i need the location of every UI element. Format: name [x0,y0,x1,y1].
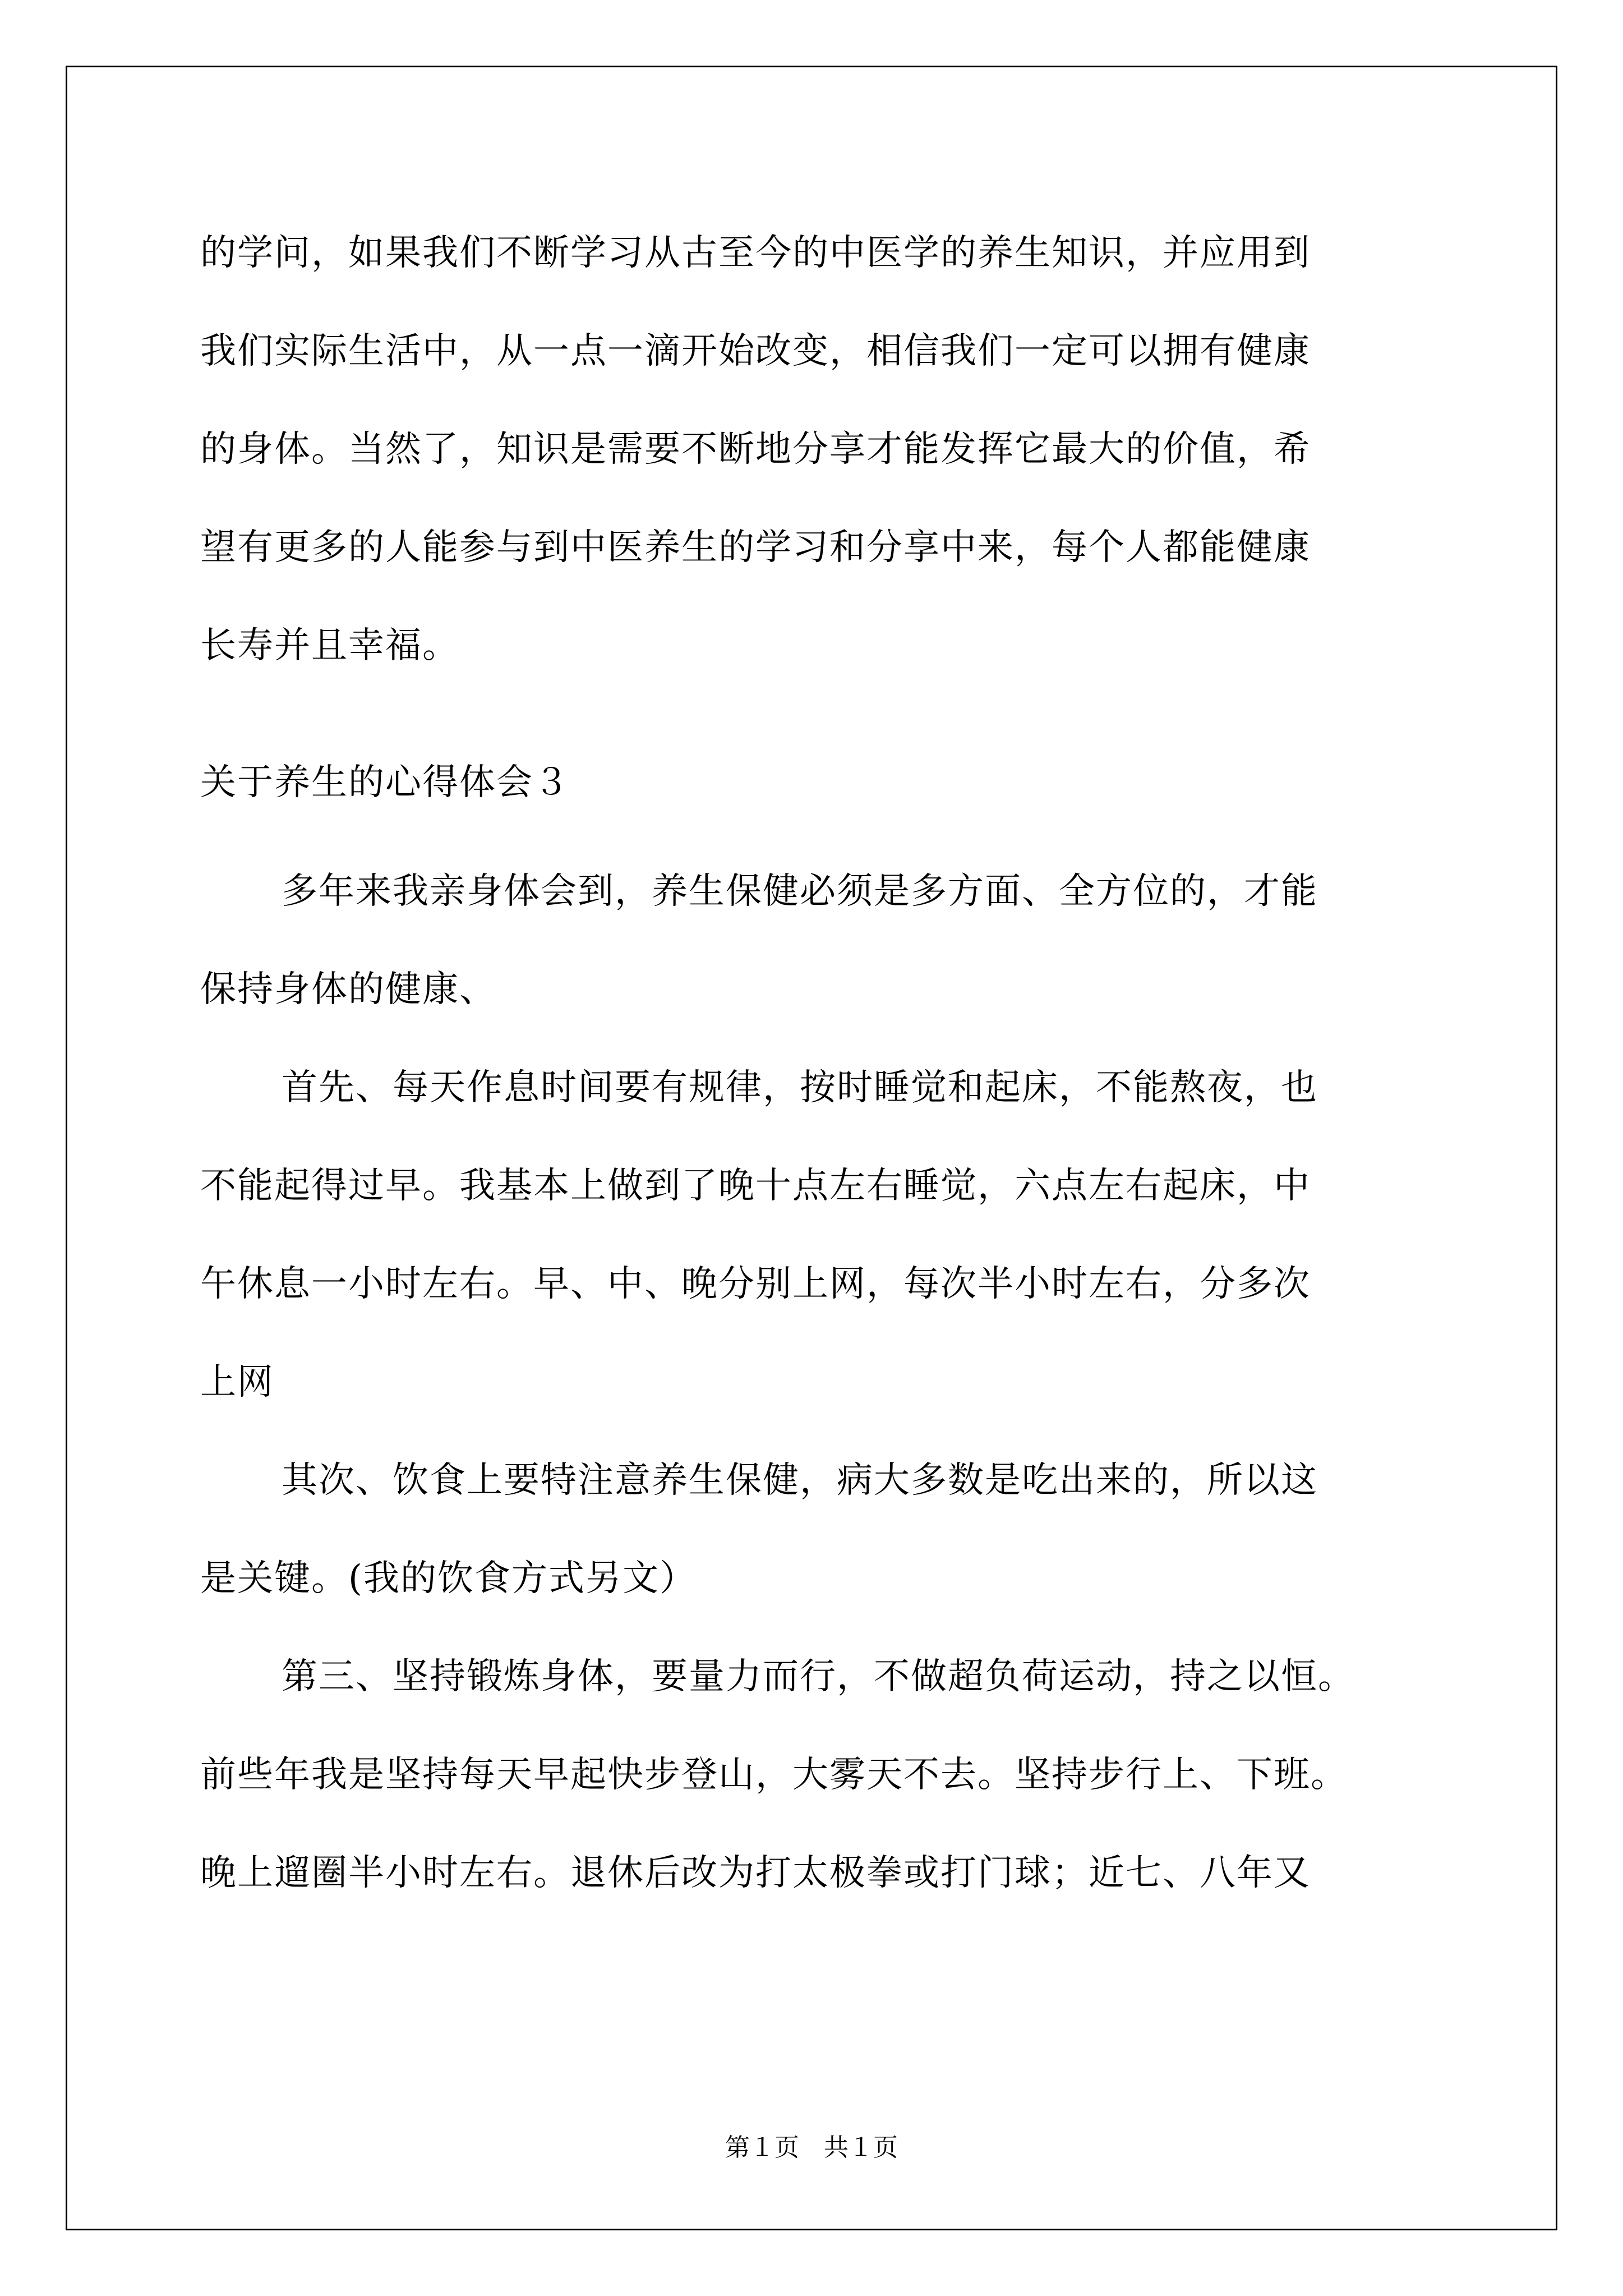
paragraph-line: 望有更多的人能参与到中医养生的学习和分享中来，每个人都能健康 [200,527,1311,568]
paragraph-line: 我们实际生活中，从一点一滴开始改变，相信我们一定可以拥有健康 [200,330,1311,372]
paragraph-line: 第三、坚持锻炼身体，要量力而行，不做超负荷运动，持之以恒。 [282,1656,1355,1697]
paragraph-line: 午休息一小时左右。早、中、晚分别上网，每次半小时左右，分多次 [200,1263,1311,1305]
paragraph-line: 是关键。(我的饮食方式另文） [200,1558,697,1599]
page-number-footer: 第１页 共１页 [725,2133,898,2162]
page-border [66,66,1557,2230]
paragraph-line: 的学问，如果我们不断学习从古至今的中医学的养生知识，并应用到 [200,232,1311,274]
paragraph-line: 多年来我亲身体会到，养生保健必须是多方面、全方位的，才能 [282,871,1318,912]
paragraph-line: 长寿并且幸福。 [200,625,459,666]
paragraph-line: 的身体。当然了，知识是需要不断地分享才能发挥它最大的价值，希 [200,429,1311,470]
paragraph-line: 首先、每天作息时间要有规律，按时睡觉和起床，不能熬夜，也 [282,1067,1318,1108]
paragraph-line: 保持身体的健康、 [200,969,496,1010]
paragraph-line: 前些年我是坚持每天早起快步登山，大雾天不去。坚持步行上、下班。 [200,1754,1348,1796]
paragraph-line: 上网 [200,1361,274,1403]
paragraph-line: 晚上遛圈半小时左右。退休后改为打太极拳或打门球；近七、八年又 [200,1852,1311,1894]
paragraph-line: 不能起得过早。我基本上做到了晚十点左右睡觉，六点左右起床，中 [200,1165,1311,1207]
section-heading: 关于养生的心得体会３ [200,762,570,803]
paragraph-line: 其次、饮食上要特注意养生保健，病大多数是吃出来的，所以这 [282,1460,1318,1501]
